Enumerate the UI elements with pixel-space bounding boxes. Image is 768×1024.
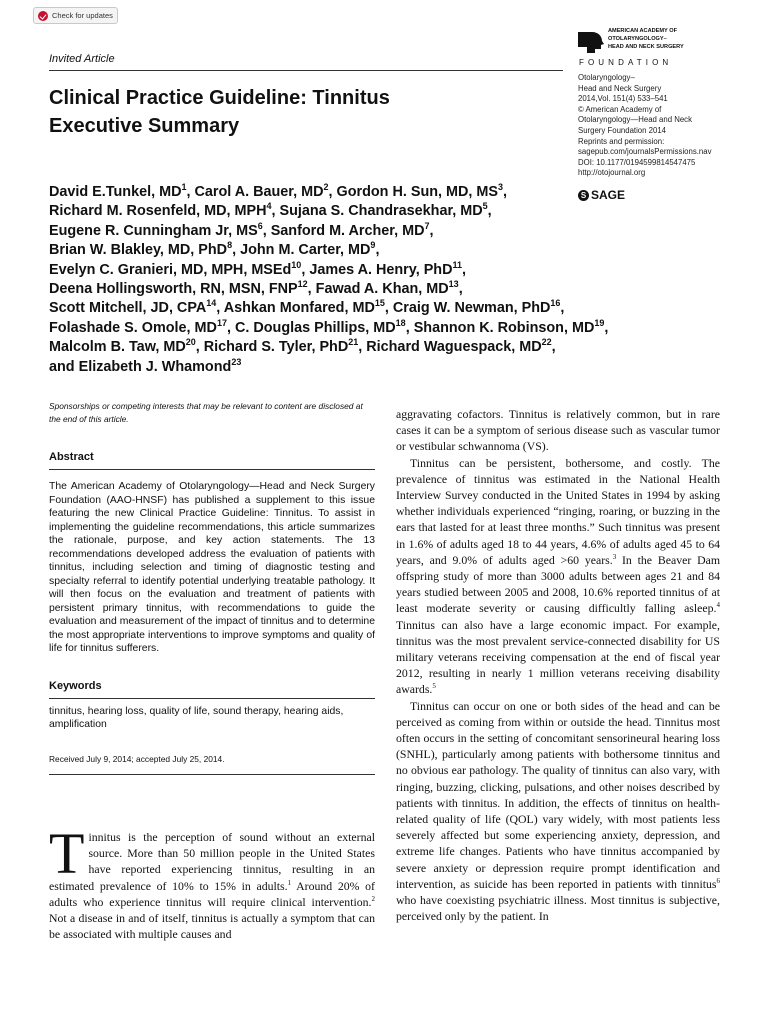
- sage-circle-icon: S: [578, 190, 589, 201]
- article-type: Invited Article: [49, 53, 115, 65]
- journal-url-link[interactable]: http://otojournal.org: [578, 168, 646, 178]
- logo-foundation: FOUNDATION: [579, 58, 673, 67]
- abstract-divider: [49, 469, 375, 470]
- aao-hnsf-logo: [578, 27, 698, 69]
- journal-info: Otolaryngology– Head and Neck Surgery 2014,Vol. 151(4) 533–541 © American Academy of Otolaryngology—Head and Neck Surgery Foundation 2014 Reprints and permission: sagepub.com/journalsPermissions.nav DOI: 10.1177/0194599814547475 http://otojournal.org: [578, 73, 728, 179]
- citation-link[interactable]: 6: [716, 876, 720, 885]
- header-divider: [49, 70, 563, 71]
- drop-cap: T: [49, 821, 85, 886]
- keywords-heading: Keywords: [49, 679, 102, 692]
- body-text-left: Tinnitus is the perception of sound without an external source. More than 50 million people in the United States have reported experiencing tinnitus, resulting in an estimated prevalence of 10% to 15% in adults.$^1$ Around 20% of adults who experience tinnitus will require clinical intervention.$^2$ Not a disease in and of itself, tinnitus is actually a symptom that can be associated with multiple causes and: [49, 821, 375, 942]
- abstract-heading: Abstract: [49, 451, 94, 463]
- sponsorship-note: Sponsorships or competing interests that may be relevant to content are disclosed at the end of this article.: [49, 401, 363, 424]
- logo-org-name: AMERICAN ACADEMY OF OTOLARYNGOLOGY– HEAD AND NECK SURGERY: [608, 28, 684, 50]
- keywords-text: tinnitus, hearing loss, quality of life, sound therapy, hearing aids, amplification: [49, 705, 344, 730]
- sage-logo: S SAGE: [578, 188, 625, 202]
- body-text-right: [396, 406, 720, 925]
- abstract-text: The American Academy of Otolaryngology—Head and Neck Surgery Foundation (AAO-HNSF) has published a supplement to this issue featuring the new Clinical Practice Guideline: Tinnitus. To assist in implementing the guideline recommendations, this article summarizes the rationale, purpose, and key action statements. The 13 recommendations developed address the evaluation of patients with tinnitus, including selection and timing of diagnostic testing and specialty referral to identify potential underlying treatable pathology. It will then focus on the evaluation and treatment of patients with persistent primary tinnitus, with recommendations to guide the evaluation and measurement of the impact of tinnitus and to determine the most appropriate interventions to improve symptoms and quality of life for tinnitus sufferers.: [49, 481, 375, 654]
- citation-link[interactable]: 2: [371, 894, 375, 903]
- page-title: Clinical Practice Guideline: Tinnitus Executive Summary: [49, 87, 390, 137]
- author-list: David E.Tunkel, $MD^1$, Carol A. Bauer, $MD^2$, Gordon H. Sun, MD, $MS^3$, Richard M. Rosenfeld, MD, MPH$^4$, Sujana S. Chandrasekhar, $MD^5$, Eugene R. Cunningham Jr, $MS^6$, Sanford M. Archer, $MD^7$, Brian W. Blakley, MD, PhD$^8$, John M. Carter, $MD^9$, Evelyn C. Granieri, MD, MPH, MSEd$^{10}$, James A. Henry, PhD$^{11}$, Deena Hollingsworth, RN, MSN, FNP$^{12}$, Fawad A. Khan, MD$^{13}$, Scott Mitchell, JD, CPA$^{14}$, Ashkan Monfared, MD$^{15}$, Craig W. Newman, PhD$^{16}$, Folashade S. Omole, MD$^{17}$, C. Douglas Phillips, MD$^{18}$, Shannon K. Robinson, MD$^{19}$, Malcolm B. Taw, MD$^{20}$, Richard S. Tyler, PhD$^{21}$, Richard Waguespack, MD$^{22}$, and Elizabeth J. Whamond$^{23}$: [49, 182, 609, 375]
- keywords-divider: [49, 698, 375, 699]
- paragraph: Tinnitus can be persistent, bothersome, and costly. The prevalence of tinnitus was estimated in the National Health Interview Survey conducted in the United States in 1994 by asking whether individuals experienced “ringing, roaring, or buzzing in the ears that lasted for at least three months.” Such tinnitus was present in 1.6% of adults aged 18 to 44 years, 4.6% of adults aged 45 to 64 years, and 9.0% of adults aged >60 years.$^3$ In the Beaver Dam offspring study of more than 3000 adults between ages 21 and 84 years studied between 2005 and 2008, 10.6% reported tinnitus of at least moderate severity or causing difficultly falling asleep.$^4$ Tinnitus can also have a large economic impact. For example, tinnitus was the most prevalent service-connected disability for US military veterans receiving compensation at the end of fiscal year 2012, resulting in nearly 1 million veterans receiving disability awards.$^5$: [396, 455, 721, 697]
- check-icon: [38, 11, 48, 21]
- citation-link[interactable]: 1: [287, 878, 292, 887]
- citation-link[interactable]: 5: [432, 682, 436, 691]
- citation-link[interactable]: 4: [716, 601, 720, 610]
- permissions-link[interactable]: sagepub.com/journalsPermissions.nav: [578, 147, 712, 157]
- paragraph: Tinnitus can occur on one or both sides of the head and can be perceived as coming from within or outside the head. Tinnitus most often occurs in the setting of concomitant sensorineural hearing loss (SNHL), particularly among patients with bothersome tinnitus and no obvious ear pathology. The quality of tinnitus can also vary, with ringing, buzzing, clicking, pulsations, and other noises described by patients with tinnitus. In addition, the effects of tinnitus on health-related quality of life (QOL) vary widely, with most patients less severely affected but some experiencing anxiety, depression, and extreme life changes. Patients who have tinnitus accompanied by severe anxiety or depression require prompt identification and intervention, as suicide has been reported in patients with tinnitus$^6$ who have coexisting psychiatric illness. Most tinnitus is subjective, perceived only by the patient. In: [396, 698, 720, 924]
- head-silhouette-icon: [578, 29, 604, 53]
- citation-link[interactable]: 3: [612, 552, 617, 561]
- check-for-updates-label: Check for updates: [52, 11, 113, 20]
- check-for-updates-button[interactable]: [33, 7, 118, 24]
- doi-link[interactable]: DOI: 10.1177/0194599814547475: [578, 157, 696, 167]
- received-divider: [49, 774, 375, 775]
- paragraph: aggravating cofactors. Tinnitus is relatively common, but in rare cases it can be a symptom of serious disease such as vascular tumor or vestibular schwannoma (VS).: [396, 407, 720, 454]
- front-matter-column: [49, 400, 375, 775]
- received-dates: Received July 9, 2014; accepted July 25, 2014.: [49, 753, 225, 764]
